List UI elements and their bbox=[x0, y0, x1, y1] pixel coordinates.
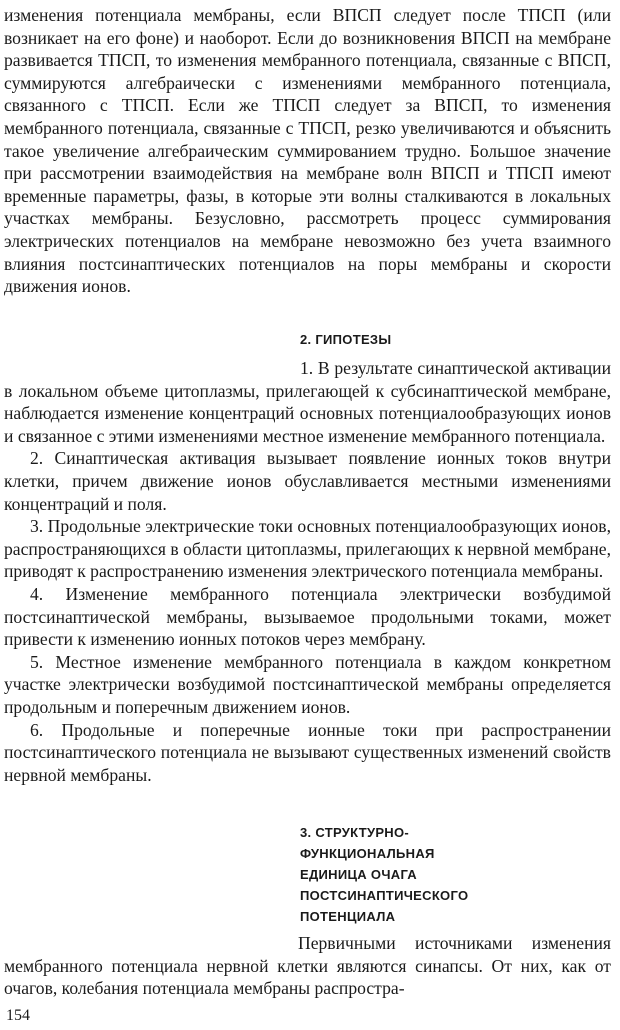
section-2-items bbox=[4, 357, 611, 786]
section-3-paragraph: Первичными источниками изменения мембранного потенциала нервной клетки являются синапсы. От них, как от очагов, колебания потенциала мембраны распростра- bbox=[4, 933, 611, 999]
section-3-heading bbox=[300, 822, 468, 927]
hypothesis-3: 3. Продольные электрические токи основных потенциалообразующих ионов, распространяющихся в области цитоплазмы, прилегающих к нервной мембране, приводят к распространению изменения электрического потенциала мембраны. bbox=[4, 516, 611, 582]
section-3-heading-line: 3. СТРУКТУРНО- bbox=[300, 825, 410, 840]
hypothesis-5: 5. Местное изменение мембранного потенциала в каждом конкретном участке электрически возбудимой постсинаптической мембраны определяется продольным и поперечным движением ионов. bbox=[4, 651, 611, 717]
section-3-heading-line: ПОСТСИНАПТИЧЕСКОГО bbox=[300, 888, 469, 903]
section-3-heading-line: ПОТЕНЦИАЛА bbox=[300, 909, 396, 924]
intro-paragraph-block bbox=[4, 4, 611, 298]
page-number: 154 bbox=[6, 1007, 30, 1024]
section-3-heading-line: ЕДИНИЦА ОЧАГА bbox=[300, 867, 417, 882]
section-2-heading: 2. ГИПОТЕЗЫ bbox=[300, 332, 392, 347]
hypothesis-2: 2. Синаптическая активация вызывает появление ионных токов внутри клетки, причем движение ионов обуславливается местными изменениями концентраций и поля. bbox=[4, 448, 611, 514]
section-3-heading-line: ФУНКЦИОНАЛЬНАЯ bbox=[300, 846, 435, 861]
hypothesis-1: 1. В результате синаптической активации в локальном объеме цитоплазмы, прилегающей к субсинаптической мембране, наблюдается изменение концентраций основных потенциалообразующих ионов и связанное с этими изменениями местное изменение мембранного потенциала. bbox=[4, 358, 611, 446]
section-3-text bbox=[4, 932, 611, 1000]
intro-paragraph: изменения потенциала мембраны, если ВПСП следует после ТПСП (или возникает на его фоне) и наоборот. Если до возникновения ВПСП на мембране развивается ТПСП, то изменения мембранного потенциала, связанные с ВПСП, суммируются алгебраически с изменениями мембранного потенциала, связанного с ТПСП. Если же ТПСП следует за ВПСП, то изменения мембранного потенциала, связанные с ТПСП, резко увеличиваются и объяснить такое увеличение алгебраическим суммированием трудно. Большое значение при рассмотрении взаимодействия на мембране волн ВПСП и ТПСП имеют временные параметры, фазы, в которые эти волны сталкиваются в локальных участках мембраны. Безусловно, рассмотреть процесс суммирования электрических потенциалов на мембране невозможно без учета взаимного влияния постсинаптических потенциалов на поры мембраны и скорости движения ионов. bbox=[4, 5, 611, 297]
hypothesis-6: 6. Продольные и поперечные ионные токи при распространении постсинаптического потенциала не вызывают существенных изменений свойств нервной мембраны. bbox=[4, 719, 611, 785]
hypothesis-4: 4. Изменение мембранного потенциала электрически возбудимой постсинаптической мембраны, вызываемое продольными токами, может привести к изменению ионных потоков через мембрану. bbox=[4, 583, 611, 650]
